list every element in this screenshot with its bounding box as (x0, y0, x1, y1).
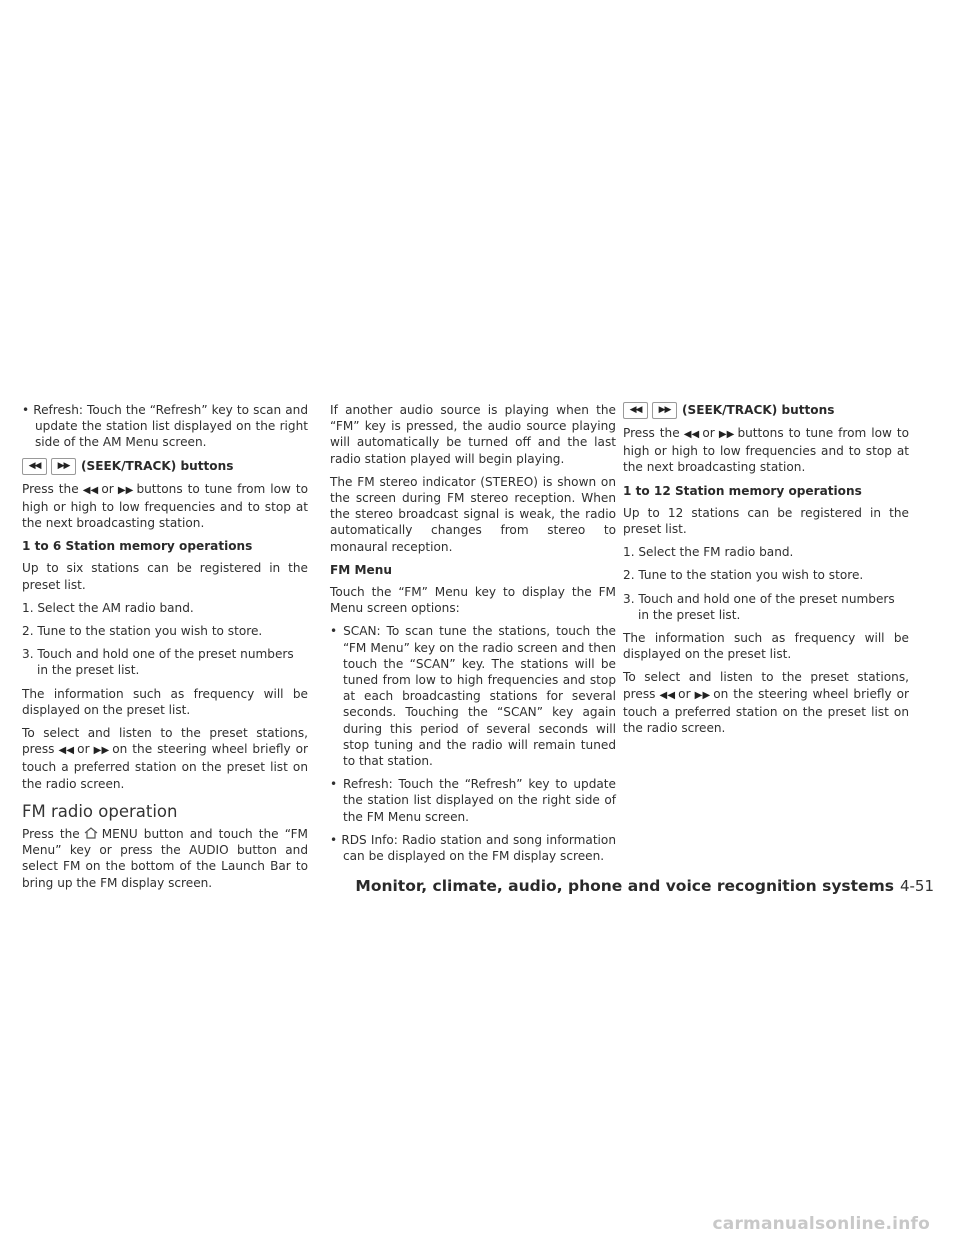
home-menu-icon (82, 826, 100, 840)
seek-back-icon: ◀◀ (682, 429, 700, 440)
am-refresh-bullet: • Refresh: Touch the “Refresh” key to scan and update the station list displayed on the right side of the AM Menu screen. (22, 403, 308, 450)
seek-back-icon: ◀◀ (22, 458, 47, 475)
scan-bullet: • SCAN: To scan tune the stations, touch the “FM Menu” key on the radio screen and then touch the “SCAN” key. The stations will be tuned from low to high frequencies and stop at each broadcasting stations for several seconds. Touching the “SCAN” key again during this period of several seconds will stop tuning and the radio will remain tuned to that station. (330, 624, 616, 769)
step-2-fm: 2. Tune to the station you wish to store. (623, 568, 864, 583)
watermark: carmanualsonline.info (712, 1214, 930, 1234)
seek-back-icon: ◀◀ (57, 745, 75, 757)
preset-select: To select and listen to the preset stations, press ◀◀ or ▶▶ on the steering wheel briefly or touch a preferred station on the preset list on the radio screen. (22, 726, 308, 791)
seek-forward-icon: ▶▶ (652, 402, 677, 419)
seek-back-icon: ◀◀ (81, 484, 99, 496)
step-2: 2. Tune to the station you wish to store. (22, 624, 263, 639)
other-source-text: If another audio source is playing when the “FM” key is pressed, the audio source playing will automatically be turned off and the last radio station played will begin playing. (330, 403, 616, 466)
fm-refresh-bullet: • Refresh: Touch the “Refresh” key to update the station list displayed on the right side of the FM Menu screen. (330, 777, 616, 824)
column-middle (330, 402, 616, 871)
memory-intro: Up to six stations can be registered in the preset list. (22, 561, 308, 592)
section-title: Monitor, climate, audio, phone and voice recognition systems (355, 877, 894, 895)
seek-description: Press the ◀◀ or ▶▶ buttons to tune from low to high or high to low frequencies and to stop at the next broadcasting station. (22, 481, 308, 531)
seek-track-heading-fm: ◀◀ ▶▶ (SEEK/TRACK) buttons (623, 402, 909, 419)
seek-forward-icon: ▶▶ (116, 484, 134, 496)
preset-info: The information such as frequency will be displayed on the preset list. (22, 686, 308, 717)
step-1-fm: 1. Select the FM radio band. (623, 545, 794, 560)
seek-forward-icon: ▶▶ (717, 429, 735, 440)
seek-back-icon: ◀◀ (623, 402, 648, 419)
seek-forward-icon: ▶▶ (51, 458, 76, 475)
seek-back-icon: ◀◀ (658, 689, 676, 701)
seek-forward-icon: ▶▶ (92, 745, 110, 757)
fm-menu-intro: Touch the “FM” Menu key to display the FM Menu screen options: (330, 585, 616, 616)
memory-heading: 1 to 6 Station memory operations (22, 539, 253, 554)
step-3-fm: 3. Touch and hold one of the preset numbers in the preset list. (623, 591, 895, 622)
fm-intro: Press the MENU button and touch the “FM Menu” key or press the AUDIO button and select FM on the bottom of the Launch Bar to bring up the FM display screen. (22, 827, 308, 890)
preset-info-fm: The information such as frequency will be displayed on the preset list. (623, 631, 909, 662)
column-left (22, 402, 308, 898)
page-footer (355, 877, 934, 895)
fm-radio-heading: FM radio operation (22, 801, 178, 821)
page-number: 4-51 (899, 877, 934, 895)
seek-track-heading: ◀◀ ▶▶ (SEEK/TRACK) buttons (22, 458, 308, 475)
preset-select-fm: To select and listen to the preset stations, press ◀◀ or ▶▶ on the steering wheel briefly or touch a preferred station on the preset list on the radio screen. (623, 670, 909, 736)
seek-forward-icon: ▶▶ (693, 689, 711, 701)
memory-heading-fm: 1 to 12 Station memory operations (623, 483, 862, 498)
step-1: 1. Select the AM radio band. (22, 600, 194, 615)
step-3: 3. Touch and hold one of the preset numbers in the preset list. (22, 647, 294, 678)
column-right (623, 402, 909, 743)
rds-bullet: • RDS Info: Radio station and song information can be displayed on the FM display screen. (330, 832, 616, 864)
seek-description-fm: Press the ◀◀ or ▶▶ buttons to tune from low to high or high to low frequencies and to stop at the next broadcasting station. (623, 426, 909, 475)
fm-menu-heading: FM Menu (330, 562, 392, 577)
memory-intro-fm: Up to 12 stations can be registered in the preset list. (623, 505, 909, 537)
stereo-text: The FM stereo indicator (STEREO) is shown on the screen during FM stereo reception. When the stereo broadcast signal is weak, the radio automatically changes from stereo to monaural reception. (330, 474, 616, 554)
